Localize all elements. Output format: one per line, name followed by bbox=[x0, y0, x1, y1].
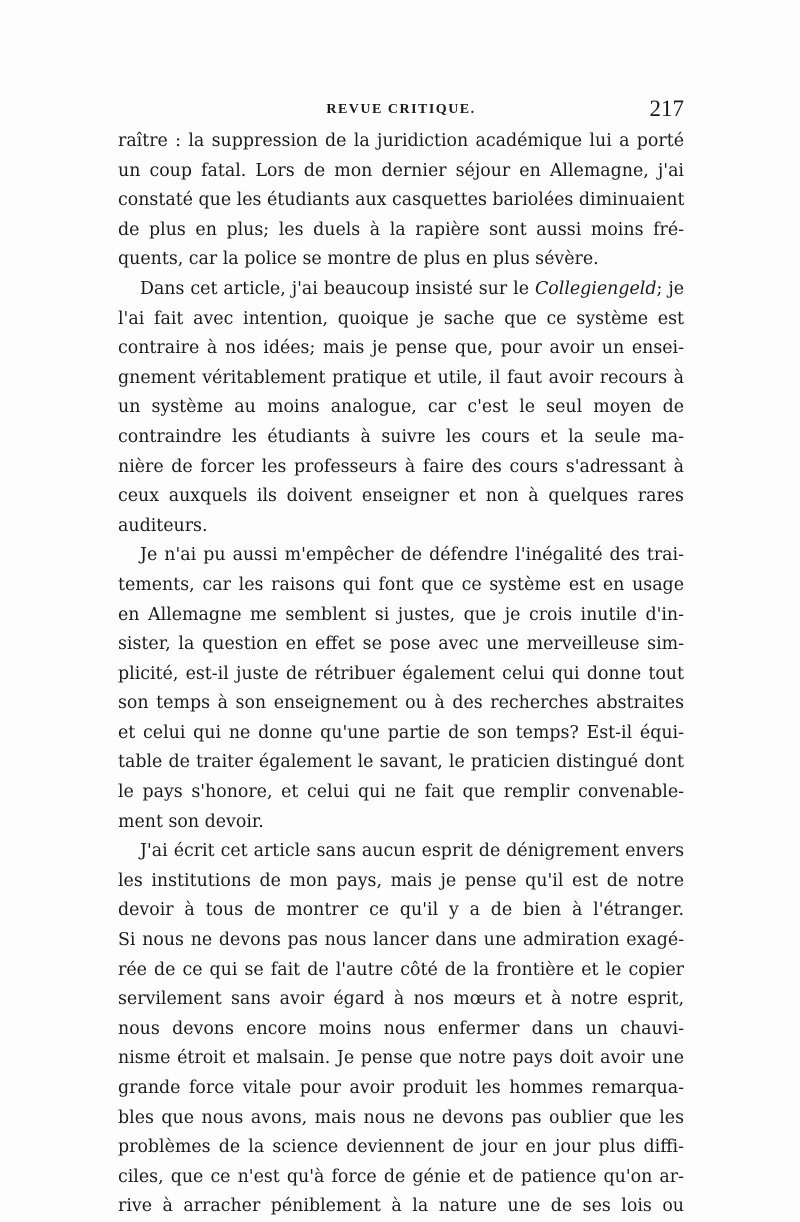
text-line: Si nous ne devons pas nous lancer dans une admiration exagé- bbox=[118, 930, 684, 951]
text-line: gnement véritablement pratique et utile, il faut avoir recours à bbox=[118, 367, 684, 388]
text-line: nisme étroit et malsain. Je pense que notre pays doit avoir une bbox=[118, 1048, 684, 1069]
text-line: devoir à tous de montrer ce qu'il y a de bien à l'étranger. bbox=[118, 900, 684, 921]
text-line: servilement sans avoir égard à nos mœurs et à notre esprit, bbox=[118, 989, 684, 1010]
text-line: sister, la question en effet se pose avec une merveilleuse sim- bbox=[118, 634, 684, 655]
text-line: problèmes de la science deviennent de jour en jour plus diffi- bbox=[118, 1137, 684, 1158]
body-text bbox=[118, 127, 684, 1222]
text-line: grande force vitale pour avoir produit les hommes remarqua- bbox=[118, 1078, 684, 1098]
text-line: les institutions de mon pays, mais je pense qu'il est de notre bbox=[118, 870, 684, 891]
text-line: de plus en plus; les duels à la rapière sont aussi moins fré- bbox=[118, 219, 684, 240]
page-number: 217 bbox=[649, 96, 684, 121]
text-line: bles que nous avons, mais nous ne devons pas oublier que les bbox=[118, 1107, 684, 1128]
text-line: J'ai écrit cet article sans aucun esprit de dénigrement envers bbox=[140, 841, 684, 862]
line-text: Dans cet article, j'ai beaucoup insisté sur le bbox=[140, 278, 535, 299]
italic-term: Collegiengeld bbox=[534, 278, 657, 299]
text-line: en Allemagne me semblent si justes, que je crois inutile d'in- bbox=[118, 604, 684, 625]
text-line: ciles, que ce n'est qu'à force de génie et de patience qu'on ar- bbox=[118, 1166, 684, 1187]
text-line: son temps à son enseignement ou à des recherches abstraites bbox=[118, 693, 684, 714]
text-line: plicité, est-il juste de rétribuer également celui qui donne tout bbox=[118, 663, 684, 684]
text-line: table de traiter également le savant, le praticien distingué dont bbox=[118, 752, 684, 773]
text-line: rive à arracher péniblement à la nature une de ses lois ou bbox=[118, 1196, 684, 1217]
text-line bbox=[118, 275, 684, 305]
text-line: tements, car les raisons qui font que ce système est en usage bbox=[118, 574, 684, 595]
page-header bbox=[118, 96, 684, 126]
text-line: le pays s'honore, et celui qui ne fait que remplir convenable- bbox=[118, 782, 684, 803]
text-line: nous devons encore moins nous enfermer dans un chauvi- bbox=[118, 1018, 684, 1039]
text-line: constaté que les étudiants aux casquettes bariolées diminuaient bbox=[118, 190, 684, 211]
running-title: REVUE CRITIQUE. bbox=[326, 102, 476, 117]
text-line: auditeurs. bbox=[118, 515, 208, 536]
line-text: ; je bbox=[656, 278, 684, 299]
text-line: ceux auxquels ils doivent enseigner et non à quelques rares bbox=[118, 486, 684, 507]
text-line: Je n'ai pu aussi m'empêcher de défendre l'inégalité des trai- bbox=[140, 545, 684, 566]
text-line: un système au moins analogue, car c'est le seul moyen de bbox=[118, 397, 684, 418]
text-line: nière de forcer les professeurs à faire des cours s'adressant à bbox=[118, 456, 684, 477]
text-line: l'ai fait avec intention, quoique je sache que ce système est bbox=[118, 308, 684, 329]
text-line: ment son devoir. bbox=[118, 811, 264, 832]
text-line: contraindre les étudiants à suivre les cours et la seule ma- bbox=[118, 426, 684, 447]
text-line: raître : la suppression de la juridiction académique lui a porté bbox=[118, 131, 684, 151]
text-line: contraire à nos idées; mais je pense que, pour avoir un ensei- bbox=[118, 338, 684, 359]
text-line: et celui qui ne donne qu'une partie de son temps? Est-il équi- bbox=[118, 722, 684, 743]
text-line: un coup fatal. Lors de mon dernier séjour en Allemagne, j'ai bbox=[118, 160, 684, 181]
text-line: rée de ce qui se fait de l'autre côté de la frontière et le copier bbox=[118, 959, 684, 980]
text-line: quents, car la police se montre de plus en plus sévère. bbox=[118, 249, 599, 270]
